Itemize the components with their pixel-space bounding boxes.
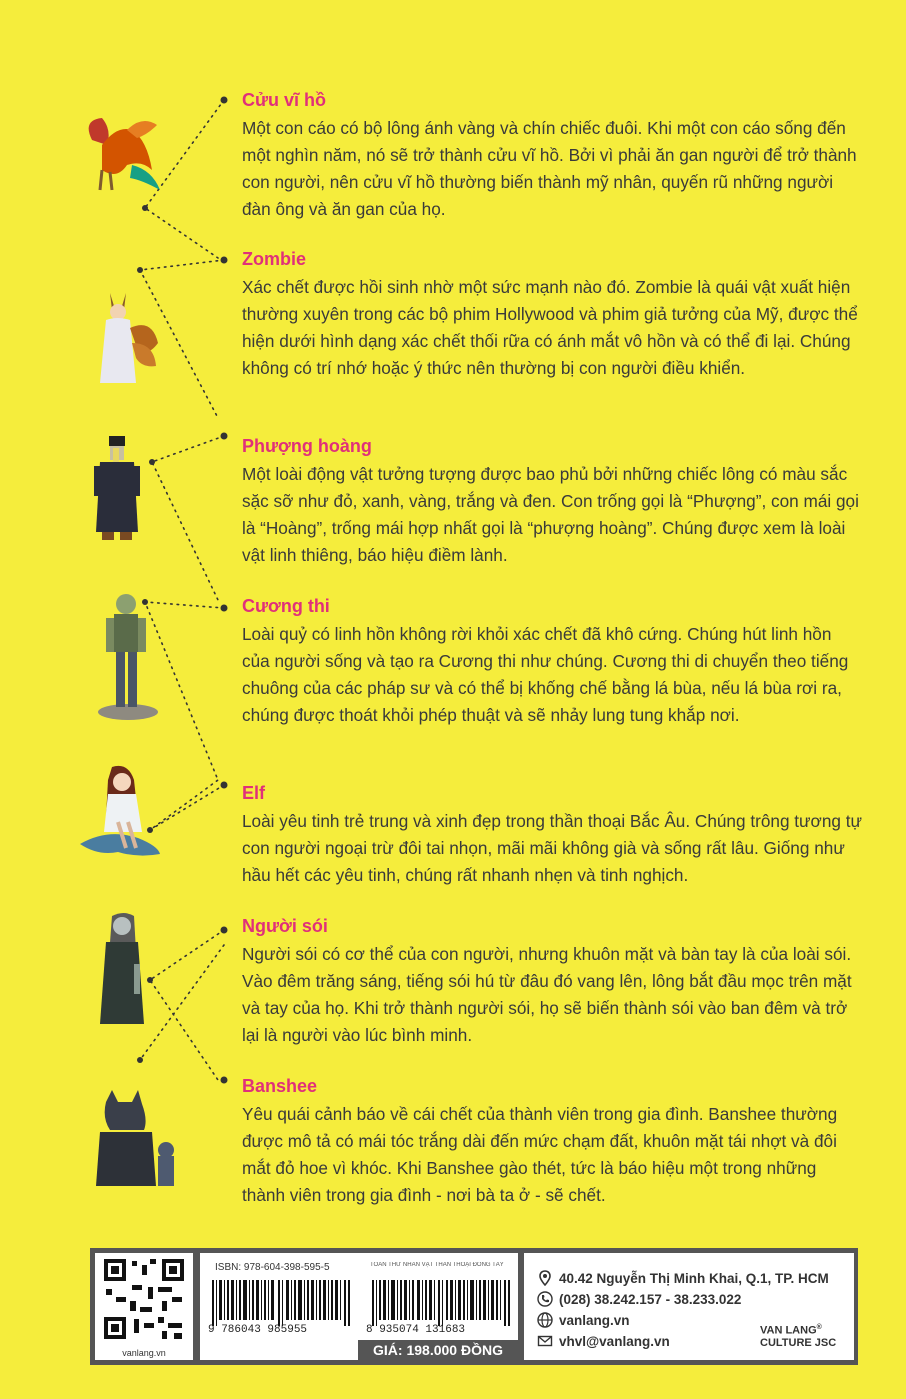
qr-code[interactable] — [95, 1253, 193, 1360]
entry-banshee — [242, 1076, 862, 1209]
werewolf-illustration — [96, 1090, 180, 1190]
phone-row — [537, 1291, 741, 1307]
entry-body: Loài yêu tinh trẻ trung và xinh đẹp trong thần thoại Bắc Âu. Chúng trông tương tự con người ngoại trừ đôi tai nhọn, mãi mãi không già và sống rất lâu. Giống như hầu hết các yêu tinh, chúng rất nhanh nhẹn và tinh nghịch. — [242, 811, 863, 885]
email-row[interactable] — [537, 1333, 670, 1349]
entry-title: Cương thi — [242, 596, 330, 616]
logo-line1: VAN LANG — [760, 1324, 817, 1337]
entry-title: Cửu vĩ hồ — [242, 90, 327, 110]
entry-title: Zombie — [242, 249, 307, 269]
entry-body: Một loài động vật tưởng tượng được bao phủ bởi những chiếc lông có màu sắc sặc sỡ như đỏ, xanh, vàng, trắng và đen. Con trống gọi là “Phượng”, con mái gọi là “Hoàng”, trống mái hợp nhất gọi là “phượng hoàng”. Chúng được xem là loài vật linh thiêng, báo hiệu điềm lành. — [242, 464, 859, 565]
price-label: GIÁ: 198.000 ĐỒNG — [358, 1340, 518, 1360]
globe-icon — [537, 1312, 553, 1328]
website-row[interactable] — [537, 1312, 630, 1328]
entry-body: Một con cáo có bộ lông ánh vàng và chín chiếc đuôi. Khi một con cáo sống đến một nghìn năm, nó sẽ trở thành cửu vĩ hồ. Bởi vì phải ăn gan người để trở thành con người, nên cửu vĩ hồ thường biến thành mỹ nhân, quyến rũ những người đàn ông và ăn gan của họ. — [242, 118, 857, 219]
email-link[interactable]: vhvl@vanlang.vn — [559, 1333, 670, 1349]
barcode-number-2: 8 935074 131683 — [366, 1324, 466, 1336]
entry-title: Banshee — [242, 1076, 318, 1096]
address-row — [537, 1270, 829, 1286]
phone-icon — [537, 1291, 553, 1307]
qr-code-icon — [102, 1257, 186, 1341]
address-text: 40.42 Nguyễn Thị Minh Khai, Q.1, TP. HCM — [559, 1270, 829, 1286]
entry-elf — [242, 783, 862, 889]
qr-label: vanlang.vn — [122, 1348, 166, 1358]
zombie-illustration — [96, 592, 160, 720]
barcode-icon — [372, 1280, 512, 1326]
entry-body: Xác chết được hồi sinh nhờ một sức mạnh nào đó. Zombie là quái vật xuất hiện thường xuyên trong các bộ phim Hollywood và phim giả tưởng của Mỹ, được thể hiện dưới hình dạng xác chết thối rữa có ánh mắt vô hồn và có thể đi lại. Chúng không có trí nhớ hoặc ý thức nên thường bị con người điều khiển. — [242, 277, 858, 378]
website-link[interactable]: vanlang.vn — [559, 1312, 630, 1328]
nine-tailed-fox-illustration — [92, 288, 160, 388]
entry-title: Người sói — [242, 916, 328, 936]
barcode-icon — [212, 1280, 352, 1326]
location-icon — [537, 1270, 553, 1286]
entry-phuong-hoang — [242, 436, 862, 569]
phone-text: (028) 38.242.157 - 38.233.022 — [559, 1291, 742, 1307]
barcode-number-1: 9 786043 985955 — [208, 1324, 308, 1336]
entry-cuu-vi-ho — [242, 90, 862, 223]
mail-icon — [537, 1333, 553, 1349]
entry-body: Yêu quái cảnh báo về cái chết của thành viên trong gia đình. Banshee thường được mô tả có mái tóc trắng dài đến mức chạm đất, khuôn mặt tái nhợt và đôi mắt đỏ hoe vì khóc. Khi Banshee gào thét, tức là báo hiệu một trong những thành viên trong gia đình - nơi bà ta ở - sẽ chết. — [242, 1104, 838, 1205]
entry-body: Người sói có cơ thể của con người, nhưng khuôn mặt và bàn tay là của loài sói. Vào đêm trăng sáng, tiếng sói hú từ đâu đó vang lên, lông bắt đầu mọc trên mặt và tay của họ. Khi trở thành người sói, họ sẽ biến thành sói vào ban đêm và trở lại là người vào lúc bình minh. — [242, 944, 852, 1045]
elf-illustration — [78, 762, 162, 858]
entry-nguoi-soi — [242, 916, 862, 1049]
isbn-text: ISBN: 978-604-398-595-5 — [215, 1262, 330, 1273]
series-text: TOÀN THƯ NHÂN VẬT THẦN THOẠI ĐÔNG TÂY — [370, 1262, 504, 1268]
banshee-illustration — [94, 912, 152, 1030]
entry-title: Elf — [242, 783, 266, 803]
entry-cuong-thi — [242, 596, 862, 729]
logo-line2: CULTURE JSC — [760, 1336, 837, 1349]
phoenix-illustration — [72, 110, 162, 195]
entry-title: Phượng hoàng — [242, 436, 372, 456]
entry-zombie — [242, 249, 862, 382]
entry-body: Loài quỷ có linh hồn không rời khỏi xác chết đã khô cứng. Chúng hút linh hồn của người sống và tạo ra Cương thi như chúng. Cương thi di chuyển theo tiếng chuông của các pháp sư và có thể bị khống chế bằng lá bùa, nếu lá bùa rơi ra, chúng được thoát khỏi phép thuật và sẽ nhảy lung tung khắp nơi. — [242, 624, 849, 725]
publisher-logo: VAN LANG® CULTURE JSC — [760, 1324, 837, 1349]
jiangshi-illustration — [92, 436, 144, 544]
